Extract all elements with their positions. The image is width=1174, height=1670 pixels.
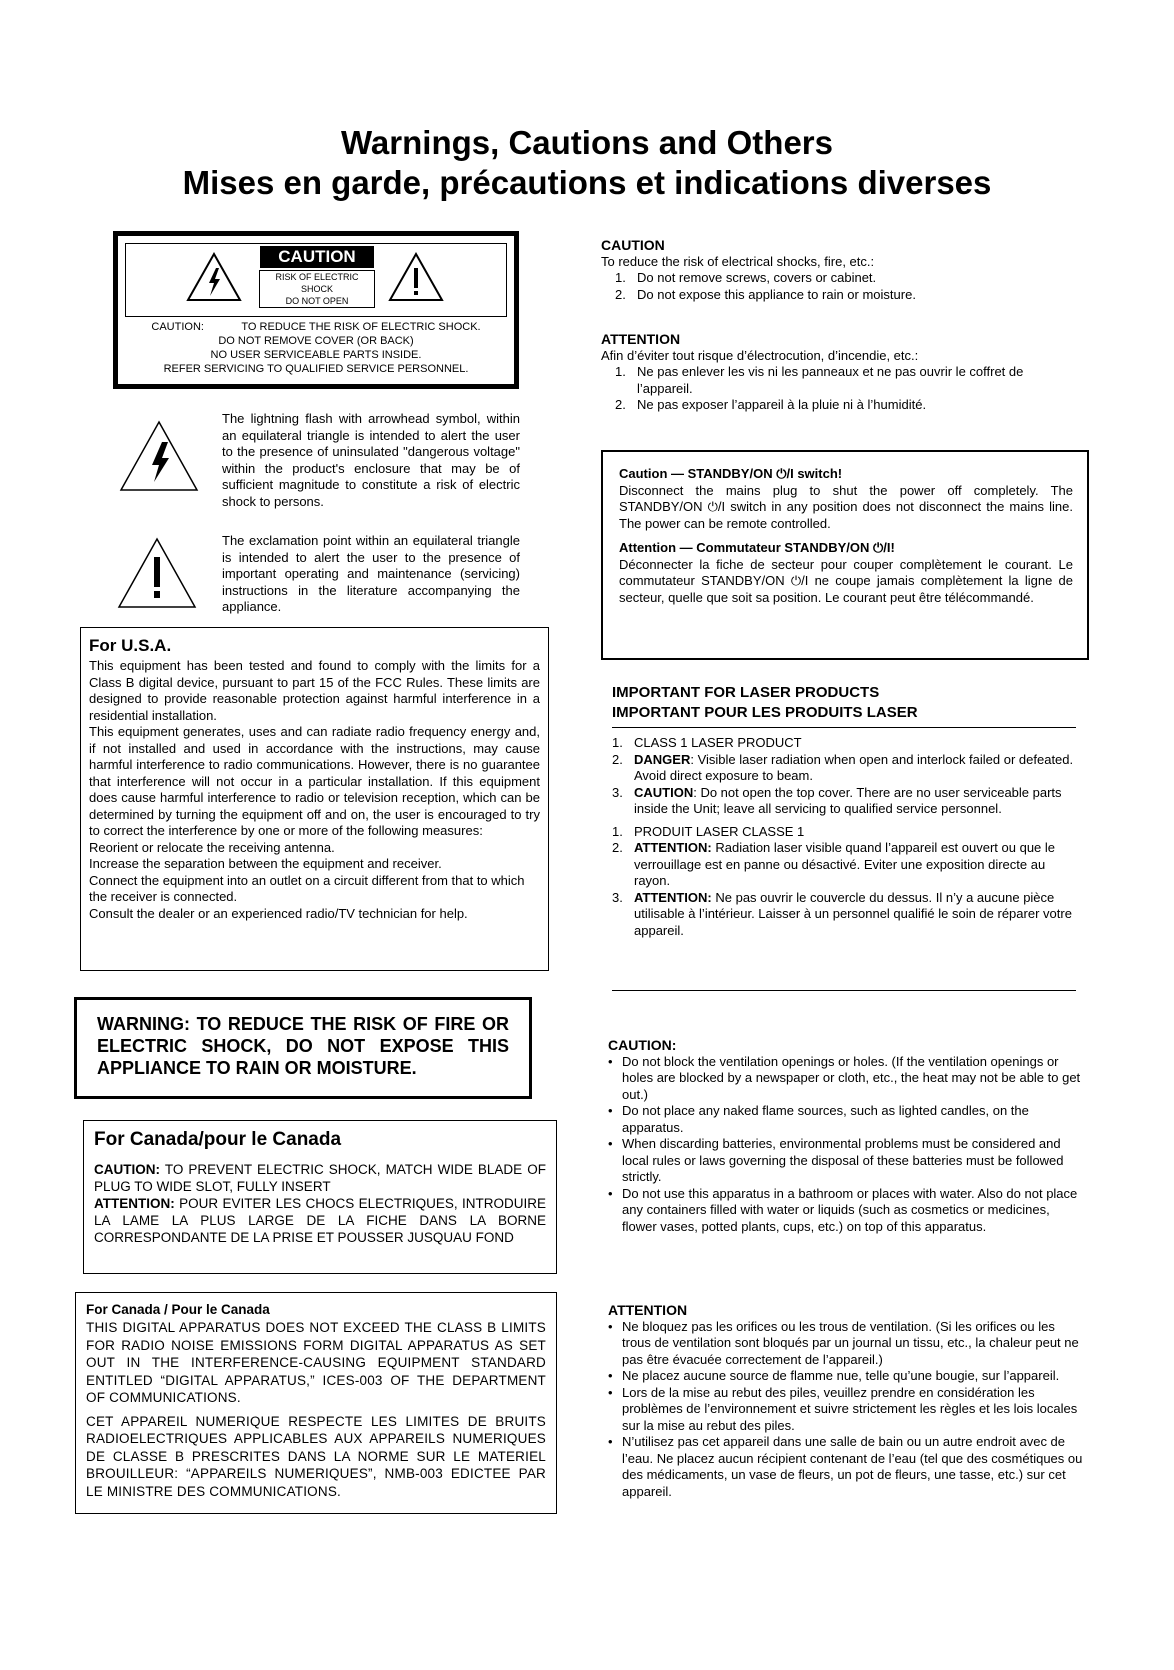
caution-sub2: DO NOT OPEN bbox=[285, 296, 349, 306]
laser-heading-fr: IMPORTANT POUR LES PRODUITS LASER bbox=[612, 704, 918, 721]
page-title bbox=[0, 123, 1174, 203]
laser-list-fr bbox=[598, 824, 1078, 940]
caution-sub bbox=[259, 270, 375, 308]
warning-text: WARNING: TO REDUCE THE RISK OF FIRE OR ELECTRIC SHOCK, DO NOT EXPOSE THIS APPLIANCE TO RAIN OR MOISTURE. bbox=[97, 1014, 509, 1078]
list-item bbox=[598, 824, 1078, 841]
list-item bbox=[601, 397, 1081, 414]
usa-m4: Consult the dealer or an experienced radio/TV technician for help. bbox=[89, 905, 468, 921]
item-number: 1. bbox=[615, 364, 626, 379]
list-item bbox=[598, 890, 1078, 940]
laser-divider-top bbox=[612, 727, 1076, 728]
canada-plug-attention bbox=[94, 1195, 546, 1246]
list-item: • When discarding batteries, environmental problems must be considered and local rules or laws governing the disposal of these batteries must be followed strictly. bbox=[608, 1136, 1084, 1186]
caution-line3: NO USER SERVICEABLE PARTS INSIDE. bbox=[210, 349, 422, 361]
item-text: PRODUIT LASER CLASSE 1 bbox=[634, 823, 805, 839]
caution-right-list bbox=[601, 270, 1081, 303]
canada-plug-attention-text: POUR EVITER LES CHOCS ELECTRIQUES, INTRODUIRE LA LAME LA PLUS LARGE DE LA FICHE DANS LA BORNE CORRESPONDANTE DE LA PRISE ET POUSSER JUSQUAU FOND bbox=[94, 1196, 546, 1245]
exclamation-triangle-icon bbox=[388, 252, 444, 302]
attention-vent-heading: ATTENTION bbox=[608, 1302, 688, 1318]
list-item bbox=[598, 735, 1078, 752]
list-item bbox=[601, 270, 1081, 287]
list-item bbox=[598, 752, 1078, 785]
item-number: 1. bbox=[615, 270, 626, 285]
list-item: • Ne placez aucune source de flamme nue, telle qu’une bougie, sur l’appareil. bbox=[608, 1368, 1084, 1385]
standby-box bbox=[601, 450, 1089, 660]
laser-heading-en: IMPORTANT FOR LASER PRODUCTS bbox=[612, 684, 880, 701]
list-item: • Do not use this apparatus in a bathroom or places with water. Also do not place any containers filled with water or liquids (such as cosmetics or medicines, flower vases, potted plants, cups, etc.) on top of this apparatus. bbox=[608, 1186, 1084, 1236]
item-label: ATTENTION: bbox=[634, 889, 712, 905]
usa-m2: Increase the separation between the equipment and receiver. bbox=[89, 856, 442, 871]
canada-digital-heading: For Canada / Pour le Canada bbox=[86, 1302, 270, 1317]
item-number: 1. bbox=[612, 823, 623, 839]
caution-right-intro: To reduce the risk of electrical shocks, fire, etc.: bbox=[601, 253, 875, 269]
caution-vent-list bbox=[608, 1054, 1084, 1236]
attention-vent-list bbox=[608, 1319, 1084, 1501]
list-item bbox=[601, 364, 1081, 397]
exclamation-explanation: The exclamation point within an equilateral triangle is intended to alert the user to the presence of important operating and maintenance (servicing) instructions in the literature accompanying the appliance. bbox=[222, 533, 520, 614]
attention-vent-section bbox=[608, 1302, 1084, 1500]
item-text: Ne pas enlever les vis ni les panneaux et ne pas ouvrir le coffret de l’appareil. bbox=[637, 364, 1024, 396]
item-number: 3. bbox=[612, 784, 623, 800]
item-text: Ne pas ouvrir le couvercle du dessus. Il n’y a aucune pièce utilisable à l’intérieur. Laisser à un personnel qualifié le soin de réparer votre appareil. bbox=[634, 889, 1072, 938]
canada-plug-caution-label: CAUTION: bbox=[94, 1162, 160, 1177]
item-number: 2. bbox=[615, 397, 626, 412]
standby-heading-fr: Attention — Commutateur STANDBY/ON ⏻/I! bbox=[619, 540, 895, 555]
caution-line1 bbox=[128, 320, 504, 334]
lightning-triangle-icon bbox=[186, 252, 242, 302]
list-item bbox=[601, 287, 1081, 304]
item-number: 2. bbox=[612, 840, 623, 855]
attention-right-list bbox=[601, 364, 1081, 414]
list-item: • Do not block the ventilation openings or holes. (If the ventilation openings or holes are blocked by a newspaper or cloth, etc., the heat may not be able to get out.) bbox=[608, 1054, 1084, 1104]
standby-heading-en: Caution — STANDBY/ON ⏻/I switch! bbox=[619, 466, 843, 481]
laser-section bbox=[612, 683, 1076, 723]
item-text: Do not remove screws, covers or cabinet. bbox=[637, 270, 877, 285]
list-item bbox=[598, 840, 1078, 890]
list-item: • Do not place any naked flame sources, such as lighted candles, on the apparatus. bbox=[608, 1103, 1084, 1136]
caution-line1-text: TO REDUCE THE RISK OF ELECTRIC SHOCK. bbox=[241, 321, 481, 333]
usa-heading: For U.S.A. bbox=[89, 636, 172, 655]
caution-sub1: RISK OF ELECTRIC SHOCK bbox=[275, 272, 359, 294]
caution-label bbox=[113, 231, 519, 389]
usa-m1: Reorient or relocate the receiving antenna. bbox=[89, 839, 335, 855]
caution-header: CAUTION bbox=[260, 246, 373, 268]
item-label: ATTENTION: bbox=[634, 840, 712, 855]
canada-digital-p1: THIS DIGITAL APPARATUS DOES NOT EXCEED THE CLASS B LIMITS FOR RADIO NOISE EMISSIONS FORM DIGITAL APPARATUS AS SET OUT IN THE INTERFERENCE-CAUSING EQUIPMENT STANDARD ENTITLED “DIGITAL APPARATUS,” ICES-003 OF THE DEPARTMENT OF COMMUNICATIONS. bbox=[86, 1320, 546, 1405]
canada-plug-section bbox=[83, 1120, 557, 1274]
item-number: 3. bbox=[612, 889, 623, 905]
item-number: 2. bbox=[615, 286, 626, 302]
item-text: : Visible laser radiation when open and interlock failed or defeated. Avoid direct exposure to beam. bbox=[634, 751, 1074, 783]
caution-label-text bbox=[128, 320, 504, 376]
canada-plug-attention-label: ATTENTION: bbox=[94, 1196, 175, 1211]
title-en: Warnings, Cautions and Others bbox=[341, 124, 833, 161]
item-number: 1. bbox=[612, 735, 623, 750]
item-label: DANGER bbox=[634, 751, 691, 767]
list-item: • Ne bloquez pas les orifices ou les trous de ventilation. (Si les orifices ou les trous de ventilation sont bloqués par un journal un tissu, etc., la chaleur peut ne pas être évacuée correctement de l’appareil.) bbox=[608, 1319, 1084, 1369]
item-text: : Do not open the top cover. There are no user serviceable parts inside the Unit; leave all servicing to qualified service personnel. bbox=[634, 784, 1062, 816]
caution-vent-section bbox=[608, 1037, 1084, 1235]
item-number: 2. bbox=[612, 751, 623, 767]
list-item: • N’utilisez pas cet appareil dans une salle de bain ou un autre endroit avec de l’eau. Ne placez aucun récipient contenant de l’eau (tel que des cosmétiques ou des médicaments, un vase de fleurs, un pot de fleurs, une tasse, etc.) sur cet appareil. bbox=[608, 1434, 1084, 1500]
usa-p2: This equipment generates, uses and can radiate radio frequency energy and, if not installed and used in accordance with the instructions, may cause harmful interference to radio communications. However, there is no guarantee that interference will not occur in a particular installation. If this equipment does cause harmful interference to radio or television reception, which can be determined by turning the equipment off and on, the user is encouraged to try to correct the interference by one or more of the following measures: bbox=[89, 724, 540, 838]
canada-plug-heading: For Canada/pour le Canada bbox=[94, 1129, 342, 1150]
laser-list-en bbox=[598, 735, 1078, 818]
standby-text-fr: Déconnecter la fiche de secteur pour couper complètement le courant. Le commutateur STANDBY/ON ⏻/I ne coupe jamais complètement la ligne de secteur, quelle que soit sa position. Le courant peut être télécommandé. bbox=[619, 556, 1073, 605]
laser-lists bbox=[598, 735, 1078, 939]
caution-vent-heading: CAUTION: bbox=[608, 1037, 677, 1053]
item-text: CLASS 1 LASER PRODUCT bbox=[634, 735, 802, 750]
attention-right-heading: ATTENTION bbox=[601, 331, 681, 347]
lightning-explanation: The lightning flash with arrowhead symbol, within an equilateral triangle is intended to alert the user to the presence of uninsulated "dangerous voltage" within the product's enclosure that may be of sufficient magnitude to constitute a risk of electric shock to persons. bbox=[222, 411, 520, 509]
usa-m3: Connect the equipment into an outlet on a circuit different from that to which the receiver is connected. bbox=[89, 872, 525, 904]
caution-label-header bbox=[125, 243, 507, 317]
caution-label-center bbox=[259, 246, 375, 308]
caution-right-heading: CAUTION bbox=[601, 237, 665, 253]
list-item bbox=[598, 785, 1078, 818]
list-item: • Lors de la mise au rebut des piles, veuillez prendre en considération les problèmes de l’environnement et suivre strictement les règles et les lois locales sur la mise au rebut des piles. bbox=[608, 1385, 1084, 1435]
usa-p1: This equipment has been tested and found to comply with the limits for a Class B digital device, pursuant to part 15 of the FCC Rules. These limits are designed to provide reasonable protection against harmful interference in a residential installation. bbox=[89, 658, 540, 723]
laser-divider-bottom bbox=[612, 990, 1076, 991]
canada-plug-caution-text: TO PREVENT ELECTRIC SHOCK, MATCH WIDE BLADE OF PLUG TO WIDE SLOT, FULLY INSERT bbox=[94, 1162, 546, 1194]
caution-line4: REFER SERVICING TO QUALIFIED SERVICE PERSONNEL. bbox=[163, 363, 469, 375]
caution-right-section bbox=[601, 237, 1081, 303]
attention-right-section bbox=[601, 331, 1081, 414]
item-text: Ne pas exposer l’appareil à la pluie ni à l’humidité. bbox=[637, 397, 927, 412]
caution-line1-prefix: CAUTION: bbox=[151, 321, 204, 333]
caution-line2: DO NOT REMOVE COVER (OR BACK) bbox=[218, 335, 414, 347]
item-label: CAUTION bbox=[634, 784, 694, 800]
warning-box bbox=[74, 997, 532, 1099]
item-text: Do not expose this appliance to rain or moisture. bbox=[637, 286, 916, 302]
title-fr: Mises en garde, précautions et indications diverses bbox=[182, 164, 992, 201]
canada-digital-section bbox=[75, 1292, 557, 1514]
item-text: Radiation laser visible quand l’appareil est ouvert ou que le verrouillage est en panne ou désactivé. Eviter une exposition directe au rayon. bbox=[634, 840, 1056, 888]
usa-section bbox=[80, 627, 549, 971]
canada-plug-caution bbox=[94, 1161, 546, 1195]
exclamation-symbol-icon bbox=[117, 537, 197, 609]
lightning-symbol-icon bbox=[119, 420, 199, 492]
attention-right-intro: Afin d’éviter tout risque d’électrocution, d’incendie, etc.: bbox=[601, 347, 919, 363]
canada-digital-p2: CET APPAREIL NUMERIQUE RESPECTE LES LIMITES DE BRUITS RADIOELECTRIQUES APPLICABLES AUX APPAREILS NUMERIQUES DE CLASSE B PRESCRITES DANS LA NORME SUR LE MATERIEL BROUILLEUR: “APPAREILS NUMERIQUES”, NMB-003 EDICTEE PAR LE MINISTRE DES COMMUNICATIONS. bbox=[86, 1413, 546, 1499]
standby-text-en: Disconnect the mains plug to shut the power off completely. The STANDBY/ON ⏻/I switch in any position does not disconnect the mains line. The power can be remote controlled. bbox=[619, 482, 1073, 531]
